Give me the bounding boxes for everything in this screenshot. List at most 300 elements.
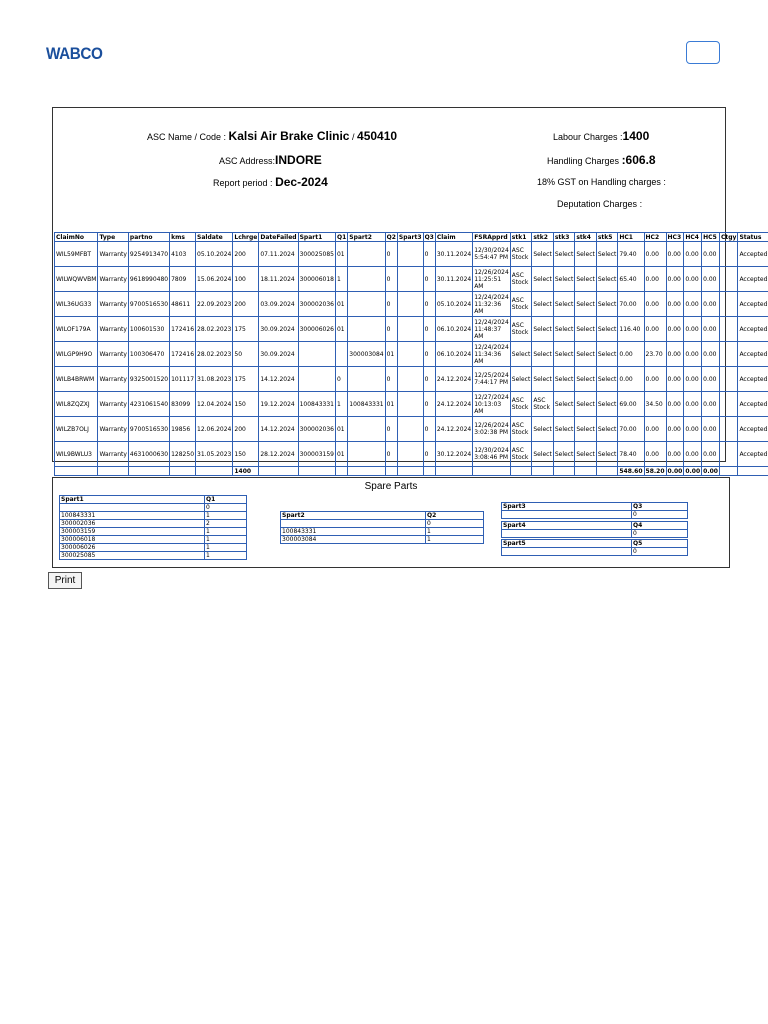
table-cell: 300003084 [281,536,426,544]
table-cell: Select [532,317,554,342]
table-cell: 70.00 [618,417,644,442]
table-cell: 31.05.2023 [196,442,233,467]
table-cell: 14.12.2024 [259,417,298,442]
table-cell: 05.10.2024 [435,292,472,317]
table-cell: Select [553,292,575,317]
column-header: Type [98,233,128,242]
table-cell [397,342,423,367]
total-hc5: 0.00 [703,467,718,475]
table-cell: Select [575,417,597,442]
table-cell: 0.00 [644,317,666,342]
table-cell [719,292,737,317]
asc-code: 450410 [357,129,398,143]
table-cell [348,417,385,442]
table-cell: 15.06.2024 [196,267,233,292]
table-cell: 0.00 [702,442,720,467]
spare-row [502,530,688,538]
table-cell: 01 [335,317,347,342]
print-button[interactable]: Print [48,572,82,589]
table-cell: 0.00 [684,317,702,342]
spare-row [281,536,484,544]
top-right-button[interactable] [686,41,720,64]
wabco-logo: WABCO [46,44,103,63]
deputation-row [557,199,642,209]
total-lchrge: 1400 [233,467,259,476]
table-cell: 0 [423,442,435,467]
table-cell: 1 [205,544,247,552]
table-cell: 101117 [170,367,196,392]
table-cell: 0.00 [684,417,702,442]
table-cell [60,504,205,512]
table-cell: 12/25/2024 7:44:17 PM [473,367,511,392]
table-cell: 0 [423,392,435,417]
column-header: stk3 [553,233,575,242]
spart3-table [501,502,688,519]
total-hc1: 548.60 [619,467,643,475]
table-cell [196,467,233,476]
table-cell: 0 [423,317,435,342]
table-cell: 12/26/2024 3:02:38 PM [473,417,511,442]
table-cell: 1 [426,528,484,536]
table-cell [348,317,385,342]
table-cell: Select [596,267,618,292]
column-header: Ctgy [720,233,737,241]
table-cell [719,417,737,442]
table-cell: 0.00 [684,242,702,267]
table-cell: 300006026 [60,544,205,552]
table-cell: 7809 [170,267,196,292]
table-cell [397,292,423,317]
table-cell: Accepted [738,342,768,367]
table-cell: Select [553,242,575,267]
table-cell [298,342,335,367]
table-cell [719,392,737,417]
table-cell: 79.40 [618,242,644,267]
column-header: Spart2 [348,233,385,242]
table-cell [397,417,423,442]
table-row [55,317,768,342]
handling-label: Handling Charges [547,156,620,166]
table-cell: 0.00 [684,442,702,467]
spart1-table [59,495,247,560]
table-row [55,242,768,267]
table-cell: Select [596,292,618,317]
spare-header-row [502,503,688,511]
table-cell: WIL8ZQZXJ [55,392,98,417]
table-cell: 2 [205,520,247,528]
table-row [55,417,768,442]
table-cell: 0 [423,342,435,367]
table-cell: 0.00 [618,342,644,367]
table-cell: Select [553,417,575,442]
table-cell [335,342,347,367]
table-cell: 0 [385,417,397,442]
table-cell: 12/27/2024 10:13:03 AM [474,393,509,415]
report-period-label: Report period : [213,178,273,188]
table-cell: 28.12.2024 [259,442,298,467]
table-cell: 4631000630 [128,442,169,467]
table-cell [348,467,385,476]
table-cell: 0.00 [702,292,720,317]
table-cell: 30.11.2024 [435,242,472,267]
labour-label: Labour Charges : [553,132,623,142]
table-cell: 9700516530 [128,292,169,317]
column-header: Status [738,233,768,242]
spare-header-row [60,496,247,504]
table-cell: 0.00 [684,367,702,392]
spare-row [60,552,247,560]
table-cell: 0.00 [702,267,720,292]
table-cell: Select [596,367,618,392]
table-row [55,367,768,392]
table-cell: 300006026 [298,317,335,342]
table-cell: 100843331 [298,392,335,417]
table-cell: 18.11.2024 [259,267,298,292]
table-cell: 0 [632,511,688,519]
table-cell: 48611 [170,292,196,317]
asc-address-label: ASC Address: [219,156,276,166]
table-cell: 100 [233,267,259,292]
column-header: ClaimNo [55,233,98,242]
table-cell: 0.00 [666,442,684,467]
table-cell: 0.00 [666,292,684,317]
table-cell: 0 [205,504,247,512]
table-cell [719,467,737,476]
table-cell [348,367,385,392]
table-cell [259,467,298,476]
column-header: Spart1 [298,233,335,242]
table-row [55,392,768,417]
asc-name: Kalsi Air Brake Clinic [228,129,350,143]
asc-name-row [147,129,397,143]
deputation-label: Deputation Charges [557,199,638,209]
table-cell [502,548,632,556]
table-cell: 06.10.2024 [435,342,472,367]
table-cell: ASC Stock [510,417,532,442]
table-cell: 200 [233,242,259,267]
table-cell: 0.00 [666,392,684,417]
column-header: Spart4 [502,522,632,530]
table-cell: 24.12.2024 [435,417,472,442]
table-cell: Select [510,367,532,392]
table-cell [170,467,196,476]
table-cell: Select [596,242,618,267]
table-cell: 172416 [170,342,196,367]
table-cell: 300003084 [348,342,385,367]
table-cell [348,292,385,317]
table-cell: 1 [205,512,247,520]
column-header: DateFailed [260,233,297,241]
table-cell: Select [575,317,597,342]
table-cell: WILOF179A [55,317,98,342]
table-cell: 01 [335,417,347,442]
column-header: stk4 [575,233,597,242]
table-cell: Select [575,392,597,417]
table-cell: 175 [233,317,259,342]
spare-row [281,528,484,536]
table-row [55,267,768,292]
asc-name-label: ASC Name / Code : [147,132,227,142]
table-cell: 0.00 [684,342,702,367]
table-cell: Warranty [98,342,128,367]
asc-code-sep: / [352,132,355,142]
table-cell: 100843331 [60,512,205,520]
table-cell: 0.00 [644,292,666,317]
table-cell: Select [553,342,575,367]
table-cell [335,467,347,476]
table-cell [397,367,423,392]
spare-parts-title: Spare Parts [364,481,418,492]
table-cell: 12/26/2024 11:25:51 AM [474,268,509,290]
table-cell: 0.00 [666,342,684,367]
table-cell [719,342,737,367]
table-cell: 0.00 [702,392,720,417]
table-cell: Select [575,442,597,467]
table-cell: Warranty [98,442,128,467]
table-cell: Accepted [738,267,768,292]
table-cell: 01 [335,292,347,317]
table-cell: 65.40 [618,267,644,292]
table-cell [397,392,423,417]
table-cell: Accepted [738,367,768,392]
table-cell [397,267,423,292]
table-cell: Select [532,242,554,267]
table-cell: 0.00 [644,367,666,392]
spare-row [281,520,484,528]
table-cell: Warranty [98,242,128,267]
table-cell: 12/24/2024 11:48:37 AM [474,318,509,340]
table-cell: 0 [385,367,397,392]
table-cell: 0 [385,242,397,267]
column-header: FSRApprd [473,233,511,242]
table-cell: Select [532,342,554,367]
table-cell: 1 [426,536,484,544]
table-cell: 24.12.2024 [435,392,472,417]
table-cell: 150 [233,392,259,417]
table-cell: 0.00 [702,342,720,367]
spare-row [60,536,247,544]
table-cell: 100843331 [348,392,385,417]
table-cell: 83099 [170,392,196,417]
table-cell: 0 [423,417,435,442]
table-cell: 0 [423,242,435,267]
table-cell [385,467,397,476]
table-cell: WILB4BRWM [55,367,98,392]
table-cell: 0.00 [666,267,684,292]
table-cell: 0.00 [666,317,684,342]
table-cell: 70.00 [618,292,644,317]
table-cell: Select [596,417,618,442]
table-cell: ASC Stock [510,317,532,342]
table-cell: Select [553,392,575,417]
table-cell [348,242,385,267]
table-cell: Select [596,317,618,342]
table-cell: 1 [335,267,347,292]
table-cell: 28.02.2023 [196,342,233,367]
table-cell: 1 [335,392,347,417]
handling-value: :606.8 [621,153,656,167]
table-cell: 01 [385,392,397,417]
table-cell [298,467,335,476]
table-cell: 12/24/2024 11:32:36 AM [474,293,509,315]
table-cell: 300006018 [60,536,205,544]
table-cell: Accepted [738,442,768,467]
table-cell: 300003159 [60,528,205,536]
table-cell [719,242,737,267]
table-cell: 116.40 [618,317,644,342]
table-cell [348,442,385,467]
table-cell: 100843331 [281,528,426,536]
table-cell: 0 [423,367,435,392]
table-cell [510,467,532,476]
table-cell: 0 [632,530,688,538]
table-cell [55,467,98,476]
table-cell: 34.50 [644,392,666,417]
table-cell [596,467,618,476]
table-cell: Accepted [738,292,768,317]
column-header: Q3 [632,503,688,511]
column-header: Q4 [632,522,688,530]
column-header: Spart2 [281,512,426,520]
total-hc2: 58.20 [645,467,665,475]
table-cell: 300025085 [298,242,335,267]
table-cell [719,442,737,467]
table-cell: 23.70 [644,342,666,367]
table-cell: Select [575,367,597,392]
table-cell: 4103 [170,242,196,267]
table-cell: 31.08.2023 [196,367,233,392]
deputation-sep: : [639,199,643,209]
table-cell: Warranty [98,317,128,342]
labour-value: 1400 [622,129,650,143]
table-cell: 12.04.2024 [196,392,233,417]
table-cell: 1 [205,528,247,536]
table-cell: 0 [335,367,347,392]
table-cell: 0 [385,442,397,467]
spare-header-row [281,512,484,520]
table-cell: Select [575,292,597,317]
table-cell [397,442,423,467]
report-period: Dec-2024 [275,175,328,189]
table-cell: Accepted [738,242,768,267]
table-cell [128,467,169,476]
table-row [55,442,768,467]
table-cell: 100306470 [128,342,169,367]
table-cell: 4231061540 [128,392,169,417]
table-cell: ASC Stock [532,392,554,417]
table-cell [348,267,385,292]
table-cell: 200 [233,292,259,317]
table-cell: 172416 [170,317,196,342]
table-cell: 0 [423,267,435,292]
table-cell [298,367,335,392]
table-cell: 12.06.2024 [196,417,233,442]
table-cell: WIL9BWLU3 [55,442,98,467]
table-cell: Select [596,392,618,417]
column-header: kms [170,233,196,242]
spare-row [502,548,688,556]
table-cell: 9325001520 [128,367,169,392]
spare-row [60,504,247,512]
table-cell: 01 [335,442,347,467]
report-period-row [213,175,328,189]
table-cell: Warranty [98,267,128,292]
table-cell: 0.00 [702,367,720,392]
table-cell: 19.12.2024 [259,392,298,417]
column-header: Q2 [426,512,484,520]
table-cell: 19856 [170,417,196,442]
table-cell: 0.00 [644,267,666,292]
table-cell: Select [596,442,618,467]
table-cell: 0.00 [644,442,666,467]
spart5-table [501,539,688,556]
report-panel [52,107,768,475]
table-cell: WILWQWVBM [55,267,98,292]
table-cell: Select [575,267,597,292]
table-cell: 0.00 [666,367,684,392]
table-cell: 128250 [170,442,196,467]
spare-row [60,544,247,552]
column-header: Q2 [386,233,396,241]
spare-row [502,511,688,519]
table-cell [281,520,426,528]
column-header: Claim [435,233,472,242]
table-cell: Select [553,367,575,392]
table-cell: 0 [385,267,397,292]
table-cell: 100601530 [128,317,169,342]
table-cell: 300025085 [60,552,205,560]
table-cell: 0 [426,520,484,528]
table-cell: Select [532,267,554,292]
table-cell: Select [510,342,532,367]
table-cell: Select [553,317,575,342]
table-cell: ASC Stock [510,442,532,467]
table-cell: 300002036 [298,292,335,317]
table-cell: 0 [385,292,397,317]
table-cell [532,467,554,476]
table-cell [435,467,472,476]
labour-charges-row [553,129,649,143]
table-cell: Accepted [738,417,768,442]
table-cell: 05.10.2024 [196,242,233,267]
table-cell: Accepted [738,317,768,342]
column-header: Spart3 [398,233,422,241]
table-cell [575,467,597,476]
table-cell [397,242,423,267]
table-cell [502,511,632,519]
column-header: stk2 [532,233,554,242]
table-cell [719,267,737,292]
table-cell: WIL36UG33 [55,292,98,317]
spare-row [60,520,247,528]
table-cell: Warranty [98,367,128,392]
table-cell: 12/24/2024 11:34:36 AM [474,343,509,365]
table-cell: 24.12.2024 [435,367,472,392]
table-cell: 07.11.2024 [259,242,298,267]
column-header: HC4 [684,233,702,242]
table-cell: Warranty [98,392,128,417]
column-header: Lchrge [234,233,258,241]
column-header: Q1 [205,496,247,504]
table-cell: ASC Stock [510,292,532,317]
table-cell [738,467,768,476]
table-cell: 9700516530 [128,417,169,442]
table-cell: 1 [205,552,247,560]
table-cell: 300003159 [298,442,335,467]
table-cell: 9254913470 [128,242,169,267]
table-cell: 0.00 [666,242,684,267]
asc-address: INDORE [275,153,322,167]
